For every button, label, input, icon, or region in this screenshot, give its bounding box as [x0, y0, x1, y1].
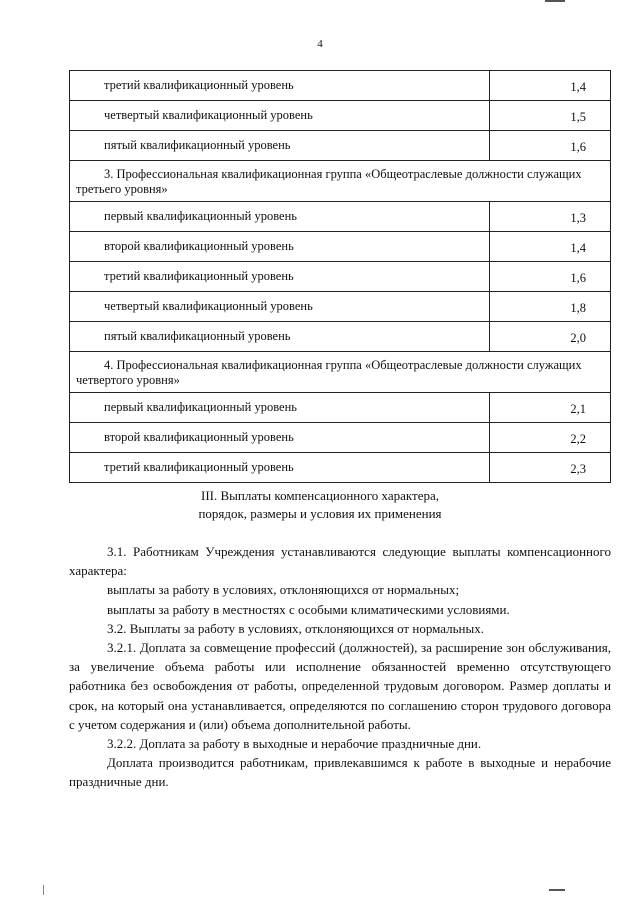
table-group-row [70, 161, 611, 202]
coefficient-value: 2,3 [490, 453, 611, 483]
paragraph: выплаты за работу в местностях с особыми климатическими условиями. [107, 601, 510, 617]
level-name: пятый квалификационный уровень [70, 322, 490, 352]
table-row [70, 232, 611, 262]
table-row [70, 131, 611, 161]
level-name: третий квалификационный уровень [70, 71, 490, 101]
table-row [70, 262, 611, 292]
level-name: четвертый квалификационный уровень [70, 101, 490, 131]
paragraph: 3.2. Выплаты за работу в условиях, отклоняющихся от нормальных. [107, 620, 484, 636]
group-heading: 4. Профессиональная квалификационная группа «Общеотраслевые должности служащих четвертого уровня» [76, 358, 582, 387]
scan-mark-bottom [549, 889, 565, 891]
level-name: второй квалификационный уровень [70, 232, 490, 262]
table-row [70, 101, 611, 131]
coefficient-value: 2,2 [490, 423, 611, 453]
section-heading [0, 487, 640, 523]
coefficient-value: 1,5 [490, 101, 611, 131]
table-row [70, 202, 611, 232]
section-body [69, 542, 611, 792]
coefficient-value: 2,0 [490, 322, 611, 352]
section-heading-line: порядок, размеры и условия их применения [198, 506, 442, 521]
coefficient-value: 1,4 [490, 71, 611, 101]
coefficient-table [69, 70, 611, 483]
level-name: второй квалификационный уровень [70, 423, 490, 453]
table-row [70, 453, 611, 483]
level-name: пятый квалификационный уровень [70, 131, 490, 161]
scan-mark-top [545, 0, 565, 2]
paragraph: выплаты за работу в условиях, отклоняющихся от нормальных; [107, 582, 460, 598]
page-number: 4 [317, 38, 323, 50]
table-group-row [70, 352, 611, 393]
paragraph: 3.1. Работникам Учреждения устанавливаются следующие выплаты компенсационного характера: [69, 544, 611, 579]
level-name: четвертый квалификационный уровень [70, 292, 490, 322]
level-name: третий квалификационный уровень [70, 262, 490, 292]
coefficient-value: 1,8 [490, 292, 611, 322]
level-name: первый квалификационный уровень [70, 202, 490, 232]
coefficient-value: 1,4 [490, 232, 611, 262]
paragraph: 3.2.2. Доплата за работу в выходные и нерабочие праздничные дни. [107, 736, 482, 752]
table-row [70, 322, 611, 352]
section-heading-line: III. Выплаты компенсационного характера, [200, 488, 440, 503]
scan-mark-left [43, 885, 44, 895]
group-heading-cell [70, 161, 611, 202]
group-heading: 3. Профессиональная квалификационная группа «Общеотраслевые должности служащих третьего уровня» [76, 167, 582, 196]
level-name: третий квалификационный уровень [70, 453, 490, 483]
paragraph: 3.2.1. Доплата за совмещение профессий (должностей), за расширение зон обслуживания, за увеличение объема работы или исполнение обязанностей временно отсутствующего работника без освобождения от работы, определенной трудовым договором. Размер доплаты и срок, на который она устанавливается, определяются по соглашению сторон трудового договора с учетом содержания и (или) объема дополнительной работы. [69, 640, 611, 732]
table-row [70, 292, 611, 322]
coefficient-value: 1,6 [490, 262, 611, 292]
level-name: первый квалификационный уровень [70, 393, 490, 423]
table-row [70, 71, 611, 101]
coefficient-value: 1,6 [490, 131, 611, 161]
coefficient-value: 2,1 [490, 393, 611, 423]
table-row [70, 423, 611, 453]
coefficient-value: 1,3 [490, 202, 611, 232]
group-heading-cell [70, 352, 611, 393]
table-row [70, 393, 611, 423]
paragraph: Доплата производится работникам, привлекавшимся к работе в выходные и нерабочие праздничные дни. [69, 755, 611, 790]
